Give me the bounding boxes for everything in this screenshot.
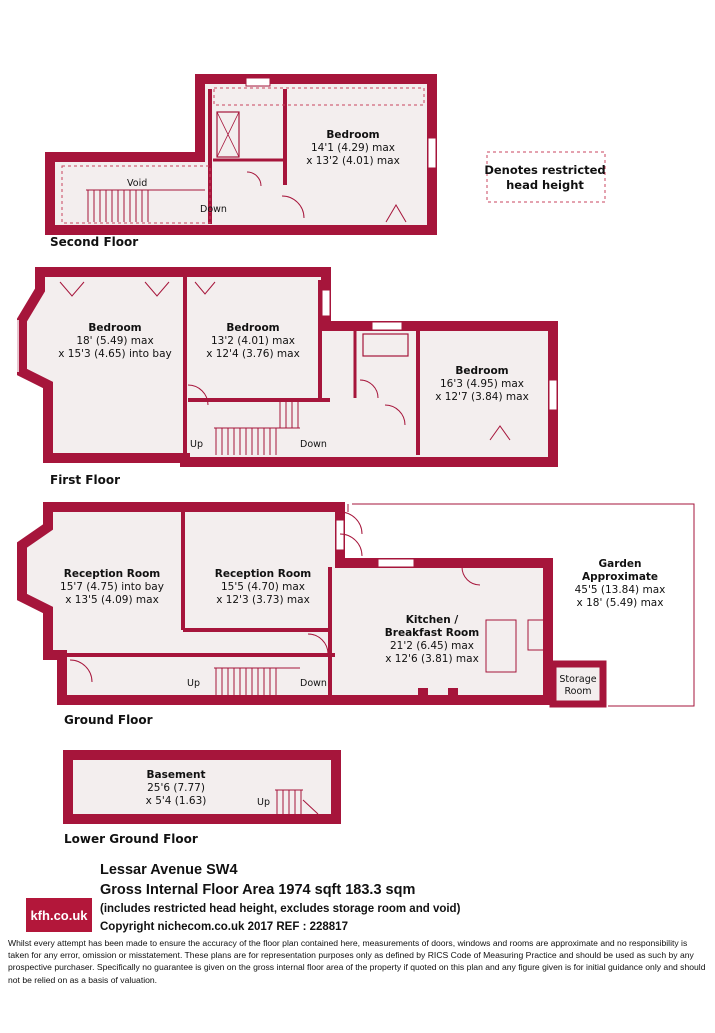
- window: [336, 520, 344, 550]
- storage-line-1: Storage: [559, 674, 597, 685]
- second-bedroom-dim2: x 13'2 (4.01) max: [306, 155, 400, 167]
- window: [322, 290, 330, 316]
- window: [246, 78, 270, 86]
- second-bedroom-name: Bedroom: [326, 129, 380, 141]
- window: [378, 559, 414, 567]
- kitchen-dim1: 21'2 (6.45) max: [389, 640, 475, 652]
- second-floor-label: Second Floor: [50, 235, 139, 249]
- restricted-legend-box: [487, 152, 605, 202]
- first-bedroom3-dim2: x 12'7 (3.84) max: [435, 391, 529, 403]
- garden-name-2: Approximate: [581, 571, 659, 583]
- first-bedroom2-dim1: 13'2 (4.01) max: [210, 335, 296, 347]
- garden-dim1: 45'5 (13.84) max: [574, 584, 666, 596]
- basement-dim1: 25'6 (7.77): [147, 782, 205, 794]
- first-bedroom2-name: Bedroom: [226, 322, 280, 334]
- first-bedroom2-dim2: x 12'4 (3.76) max: [206, 348, 300, 360]
- kfh-logo: kfh.co.uk: [26, 898, 92, 932]
- legend-line-2: head height: [506, 178, 584, 192]
- first-bedroom3-name: Bedroom: [455, 365, 509, 377]
- first-floor-label: First Floor: [50, 473, 121, 487]
- disclaimer: Whilst every attempt has been made to ensure the accuracy of the floor plan contained here, measurements of doors, windows and rooms are approximate and no responsibility is taken for any error, omission or misstatement. These plans are for representation purposes only as defined by RICS Code of Measuring Practice and should be used as such by any prospective purchaser. Specifically no guarantee is given on the gross internal floor area of the property if quoted on this plan and any figure given is for initial guidance only and should not be relied on as a basis of valuation.: [8, 938, 706, 985]
- ground-up-label: Up: [187, 678, 200, 689]
- garden-name-1: Garden: [598, 558, 642, 570]
- window: [428, 138, 436, 168]
- lower-ground-floor-label: Lower Ground Floor: [64, 832, 198, 846]
- ground-floor-label: Ground Floor: [64, 713, 153, 727]
- first-bedroom3-dim1: 16'3 (4.95) max: [439, 378, 525, 390]
- first-bedroom1-dim1: 18' (5.49) max: [76, 335, 154, 347]
- second-down-label: Down: [200, 204, 227, 215]
- kitchen-dim2: x 12'6 (3.81) max: [385, 653, 479, 665]
- kitchen-name-2: Breakfast Room: [384, 627, 480, 639]
- copyright: Copyright nichecom.co.uk 2017 REF : 228817: [100, 921, 348, 933]
- second-bedroom-dim1: 14'1 (4.29) max: [310, 142, 396, 154]
- void-label: Void: [127, 178, 148, 189]
- reception2-name: Reception Room: [214, 568, 312, 580]
- window: [549, 380, 557, 410]
- address: Lessar Avenue SW4: [100, 862, 238, 878]
- first-up-label: Up: [190, 439, 203, 450]
- reception1-dim2: x 13'5 (4.09) max: [65, 594, 159, 606]
- basement-name: Basement: [146, 769, 206, 781]
- kitchen-name-1: Kitchen /: [405, 614, 459, 626]
- first-bedroom1-name: Bedroom: [88, 322, 142, 334]
- legend-line-1: Denotes restricted: [484, 163, 606, 177]
- first-bedroom1-dim2: x 15'3 (4.65) into bay: [58, 348, 172, 360]
- window: [372, 322, 402, 330]
- basement-dim2: x 5'4 (1.63): [145, 795, 207, 807]
- area-note: (includes restricted head height, excludes storage room and void): [100, 903, 461, 915]
- reception1-dim1: 15'7 (4.75) into bay: [60, 581, 164, 593]
- ground-down-label: Down: [300, 678, 327, 689]
- storage-line-2: Room: [564, 686, 592, 697]
- garden-dim2: x 18' (5.49) max: [576, 597, 664, 609]
- first-down-label: Down: [300, 439, 327, 450]
- second-floor-plan: [50, 78, 436, 230]
- reception1-name: Reception Room: [63, 568, 161, 580]
- reception2-dim1: 15'5 (4.70) max: [220, 581, 306, 593]
- basement-up-label: Up: [257, 797, 270, 808]
- gross-internal-area: Gross Internal Floor Area 1974 sqft 183.3 sqm: [100, 882, 416, 898]
- reception2-dim2: x 12'3 (3.73) max: [216, 594, 310, 606]
